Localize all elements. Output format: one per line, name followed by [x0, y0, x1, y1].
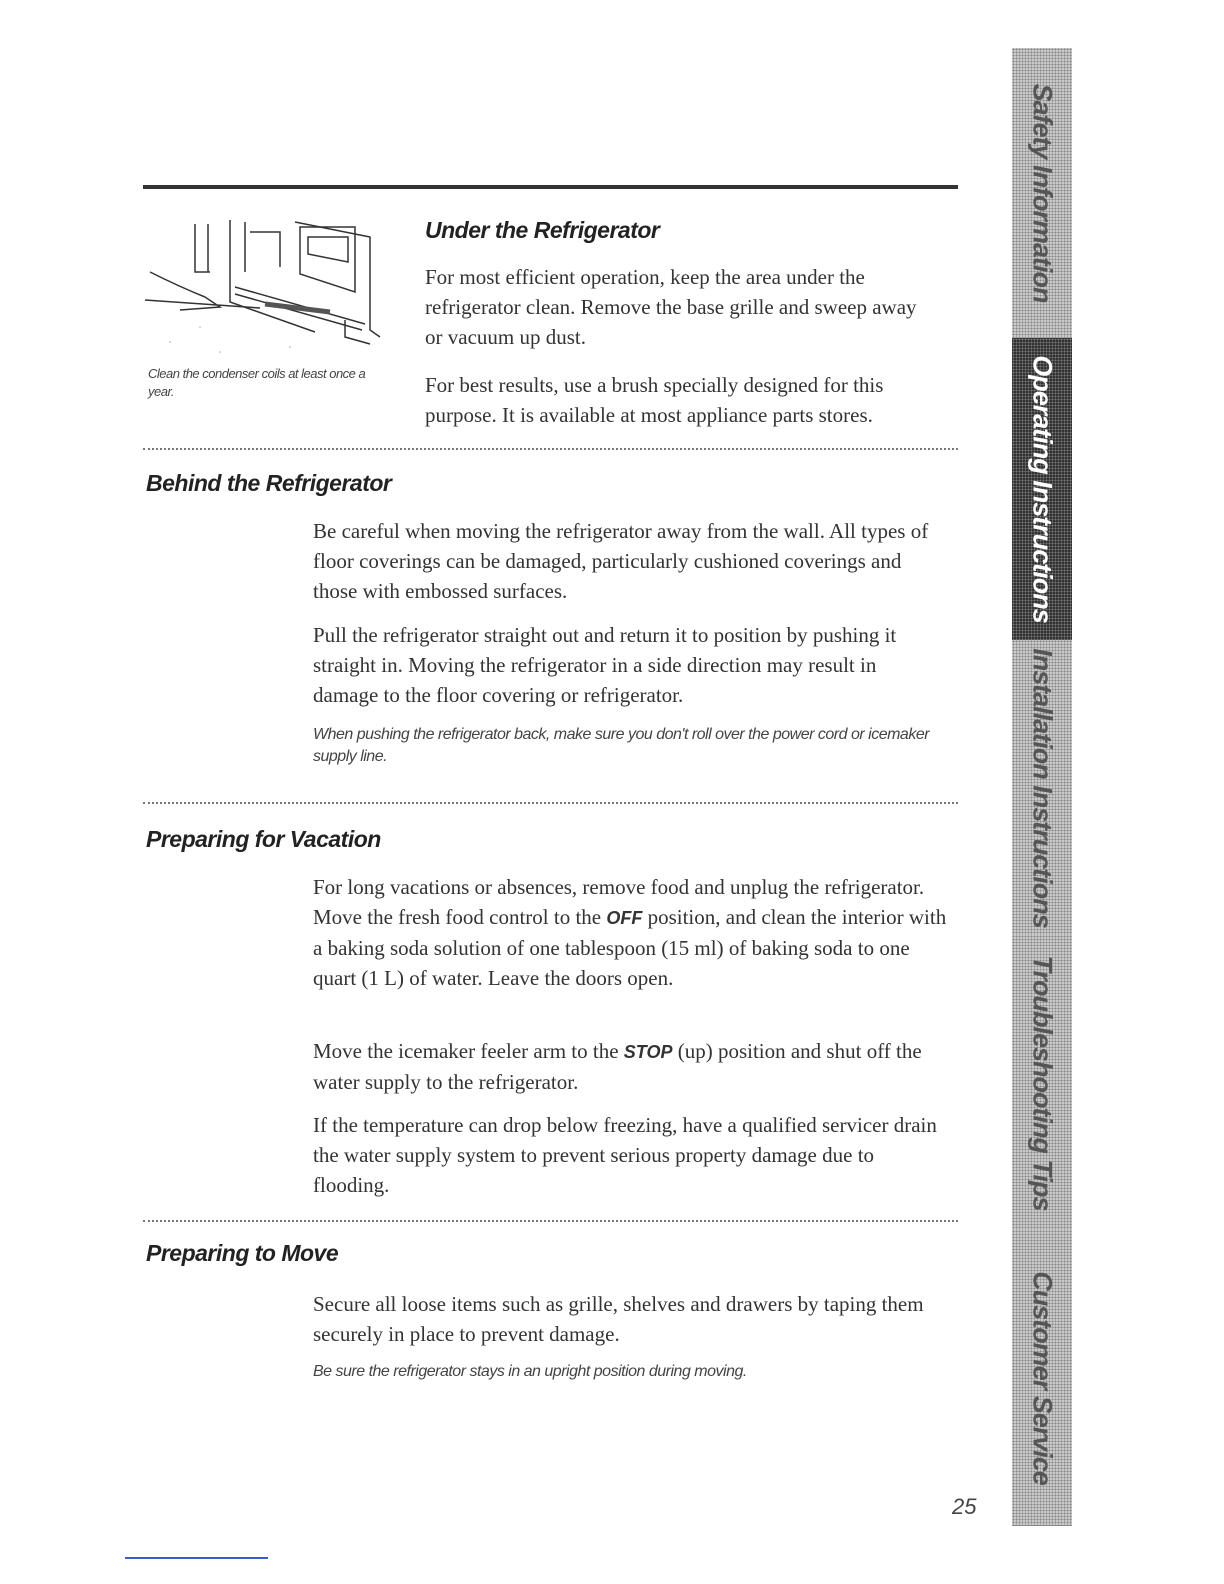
tab-customer-service[interactable]: Customer Service [1012, 1230, 1072, 1526]
tab-installation-instructions[interactable]: Installation Instructions [1012, 640, 1072, 936]
section-title-behind: Behind the Refrigerator [146, 470, 392, 496]
tab-safety-information[interactable]: Safety Information [1012, 48, 1072, 339]
behind-paragraph-2: Pull the refrigerator straight out and return it to position by pushing it straight in. Moving the refrigerator in a side direction may result in damage to the floor covering or refrigerator. [313, 623, 897, 707]
divider [143, 448, 958, 450]
tab-troubleshooting-tips[interactable]: Troubleshooting Tips [1012, 935, 1072, 1231]
vacation-paragraph-2: Move the icemaker feeler arm to the STOP (up) position and shut off the water supply to the refrigerator. [313, 1039, 922, 1094]
section-title-move: Preparing to Move [146, 1240, 339, 1266]
move-paragraph-1: Secure all loose items such as grille, shelves and drawers by taping them securely in place to prevent damage. [313, 1292, 924, 1346]
under-paragraph-1: For most efficient operation, keep the area under the refrigerator clean. Remove the base grille and sweep away or vacuum up dust. [425, 265, 917, 349]
vacation-paragraph-1: For long vacations or absences, remove food and unplug the refrigerator. Move the fresh food control to the OFF position, and clean the interior with a baking soda solution of one tablespoon (15 ml) of baking soda to one quart (1 L) of water. Leave the doors open. [313, 875, 947, 990]
move-note: Be sure the refrigerator stays in an upright position during moving. [313, 1363, 747, 1380]
divider [143, 802, 958, 804]
behind-note: When pushing the refrigerator back, make sure you don't roll over the power cord or icemaker supply line. [313, 726, 930, 765]
top-rule [143, 185, 958, 189]
illustration-caption: Clean the condenser coils at least once a year. [148, 366, 366, 399]
under-paragraph-2: For best results, use a brush specially designed for this purpose. It is available at most appliance parts stores. [425, 373, 884, 427]
bottom-line [125, 1557, 268, 1559]
page-number: 25 [952, 1494, 977, 1519]
condenser-cleaning-illustration [140, 212, 385, 362]
behind-paragraph-1: Be careful when moving the refrigerator away from the wall. All types of floor coverings can be damaged, particularly cushioned coverings and those with embossed surfaces. [313, 519, 929, 603]
tab-operating-instructions[interactable]: Operating Instructions [1012, 338, 1072, 641]
section-title-vacation: Preparing for Vacation [146, 826, 381, 852]
vacation-paragraph-3: If the temperature can drop below freezing, have a qualified servicer drain the water supply system to prevent serious property damage due to flooding. [313, 1113, 937, 1197]
section-title-under: Under the Refrigerator [425, 217, 660, 243]
divider [143, 1220, 958, 1222]
stop-keyword: STOP [623, 1042, 673, 1062]
off-keyword: OFF [606, 908, 643, 928]
